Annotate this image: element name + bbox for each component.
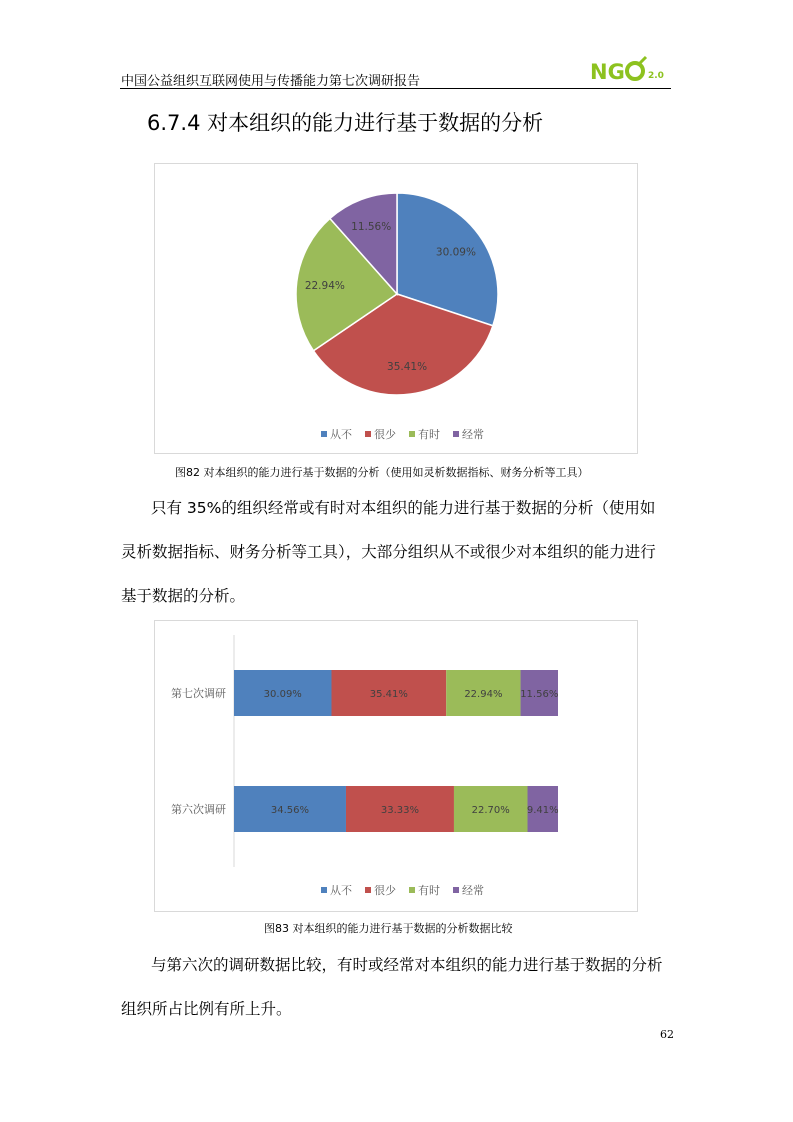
paragraph1-line3: 基于数据的分析。 [121,587,246,605]
pie-legend-label-3: 有时 [418,428,440,441]
pie-data-label-4: 11.56% [351,221,392,234]
bar-legend-label-1: 从不 [330,884,352,897]
paragraph2-line2: 组织所占比例有所上升。 [121,1000,292,1018]
bar-data-label-1-1: 30.09% [263,689,302,700]
bar-data-label-1-4: 11.56% [520,689,559,700]
header-title: 中国公益组织互联网使用与传播能力第七次调研报告 [121,74,421,89]
figure83-caption-number: 图83 [264,922,289,935]
paragraph1-line2: 灵析数据指标、财务分析等工具），大部分组织从不或很少对本组织的能力进行 [121,543,656,561]
figure82-caption-number: 图82 [175,466,200,479]
pie-legend-swatch-3 [409,431,415,437]
stacked-bar-chart [155,621,637,911]
ngo-logo [590,55,670,87]
section-title: 6.7.4 对本组织的能力进行基于数据的分析 [147,111,544,135]
pie-data-label-2: 35.41% [387,361,428,374]
pie-legend-swatch-2 [365,431,371,437]
pie-legend-label-4: 经常 [462,428,484,441]
pie-data-label-3: 22.94% [304,280,345,293]
bar-chart-frame [154,620,638,912]
bar-data-label-1-3: 22.94% [464,689,503,700]
pie-legend-label-2: 很少 [374,428,396,441]
pie-chart [155,164,637,453]
bar-legend-label-3: 有时 [418,884,440,897]
bar-category-label-2: 第六次调研 [171,803,226,816]
page-number: 62 [660,1028,674,1041]
bar-category-label-1: 第七次调研 [171,687,226,700]
bar-data-label-2-1: 34.56% [270,805,310,816]
bar-data-label-2-2: 33.33% [380,805,420,816]
paragraph2-line1: 与第六次的调研数据比较，有时或经常对本组织的能力进行基于数据的分析 [151,956,663,974]
bar-legend-label-4: 经常 [462,884,484,897]
pie-legend-swatch-1 [321,431,327,437]
pie-legend-swatch-4 [453,431,459,437]
paragraph1-line1: 只有 35%的组织经常或有时对本组织的能力进行基于数据的分析（使用如 [151,499,656,517]
bar-legend-swatch-3 [409,887,415,893]
bar-legend-swatch-1 [321,887,327,893]
figure83-caption [264,920,513,936]
pie-legend-label-1: 从不 [330,428,352,441]
figure82-caption-text: 对本组织的能力进行基于数据的分析（使用如灵析数据指标、财务分析等工具） [203,466,589,479]
bar-legend-swatch-4 [453,887,459,893]
figure83-caption-text: 对本组织的能力进行基于数据的分析数据比较 [292,922,513,935]
bar-legend-label-2: 很少 [374,884,396,897]
pie-data-label-1: 30.09% [435,246,476,259]
bar-data-label-2-4: 9.41% [526,805,559,816]
logo-text: NG [590,60,625,84]
header-divider [120,88,671,89]
figure82-caption [175,464,589,480]
bar-data-label-2-3: 22.70% [471,805,510,816]
pie-chart-frame [154,163,638,454]
bar-legend-swatch-2 [365,887,371,893]
logo-badge: 2.0 [648,71,664,81]
bar-data-label-1-2: 35.41% [369,689,408,700]
